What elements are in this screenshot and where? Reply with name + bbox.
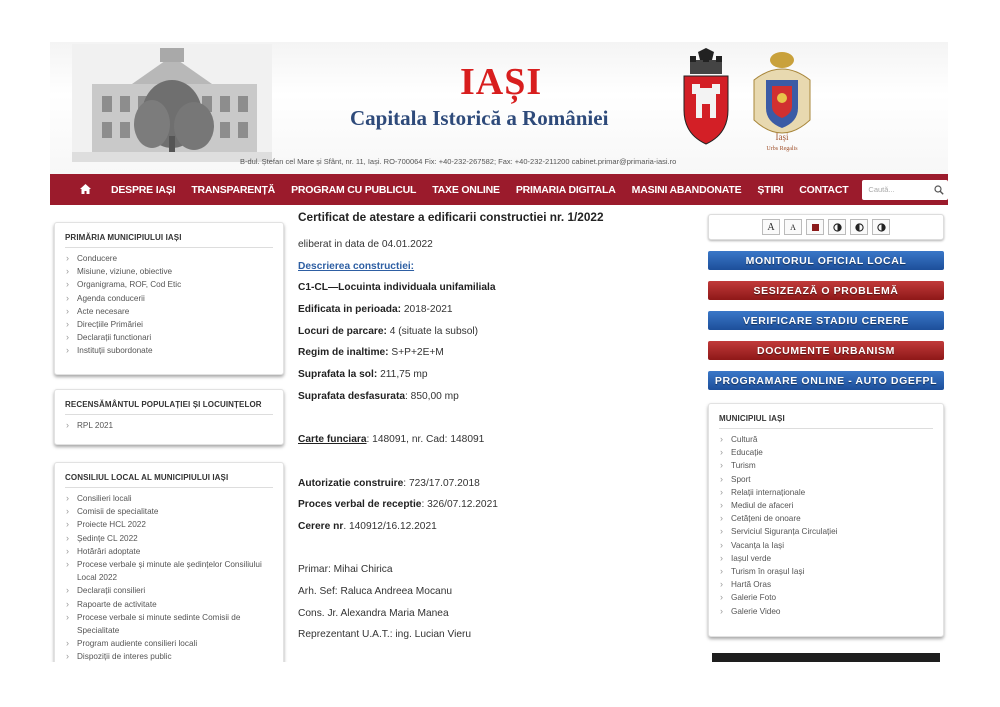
list-item[interactable]: › Misiune, viziune, obiective <box>65 265 273 278</box>
list-item[interactable]: › Acte necesare <box>65 305 273 318</box>
field-value: : 850,00 mp <box>405 390 459 402</box>
nav-transparenta[interactable]: TRANSPARENȚĂ <box>191 183 276 196</box>
box-title: PRIMĂRIA MUNICIPIULUI IAȘI <box>65 233 273 248</box>
box-title: MUNICIPIUL IAȘI <box>719 414 933 429</box>
municipiul-box <box>708 403 944 637</box>
main-content <box>298 210 698 650</box>
signatory: Reprezentant U.A.T.: ing. Lucian Vieru <box>298 629 472 641</box>
list-item[interactable]: › Sport <box>719 473 933 486</box>
field-label: Proces verbal de receptie <box>298 499 422 511</box>
site-subtitle: Capitala Istorică a României <box>350 106 609 130</box>
urbs-regalis-crest-icon <box>750 50 814 154</box>
field-label: Carte funciara <box>298 434 367 446</box>
field-value: S+P+2E+M <box>388 347 444 359</box>
list-item[interactable]: › Hartă Oras <box>719 578 933 591</box>
search-placeholder: Caută... <box>868 185 895 194</box>
font-size-button[interactable]: A <box>762 219 780 235</box>
nav-program-cu-publicul[interactable]: PROGRAM CU PUBLICUL <box>291 183 417 196</box>
right-sidebar <box>708 214 944 662</box>
list-item[interactable]: › Cultură <box>719 433 933 446</box>
list-item[interactable]: › Galerie Foto <box>719 591 933 604</box>
list-item[interactable]: › Organigrama, ROF, Cod Etic <box>65 278 273 291</box>
contrast-icon[interactable] <box>872 219 890 235</box>
field-value: : 723/17.07.2018 <box>403 477 480 489</box>
nav-masini-abandonate[interactable]: MASINI ABANDONATE <box>631 183 742 196</box>
search-input[interactable] <box>862 180 948 200</box>
svg-text:Iași: Iași <box>775 132 789 142</box>
signatory: Cons. Jr. Alexandra Maria Manea <box>298 607 449 619</box>
city-hall-image <box>72 44 272 162</box>
description-link[interactable]: Descrierea constructiei: <box>298 260 415 272</box>
sesizeaza-problema-banner[interactable]: SESIZEAZĂ O PROBLEMĂ <box>708 281 944 300</box>
list-item[interactable]: › Conducere <box>65 252 273 265</box>
contact-line: B-dul. Ștefan cel Mare și Sfânt, nr. 11, Iași. RO-700064 Fix: +40-232-267582; Fax: +40-232-211200 cabinet.primar@primaria-iasi.ro <box>240 157 677 166</box>
iasi-coat-of-arms-icon <box>678 48 734 146</box>
field-value: : 326/07.12.2021 <box>421 499 498 511</box>
signatory: Primar: Mihai Chirica <box>298 564 393 576</box>
primaria-box <box>54 222 284 375</box>
search-icon[interactable] <box>934 185 944 195</box>
stop-icon[interactable] <box>806 219 824 235</box>
field-label: Locuri de parcare: <box>298 325 387 337</box>
list-item[interactable]: › Ședințe CL 2022 <box>65 532 273 545</box>
field-value: 4 (situate la subsol) <box>386 325 479 337</box>
list-item[interactable]: › Iașul verde <box>719 552 933 565</box>
list-item[interactable]: › Cetățeni de onoare <box>719 512 933 525</box>
list-item[interactable]: › Instituții subordonate <box>65 344 273 357</box>
accessibility-toolbar <box>708 214 944 240</box>
field-label: Regim de inaltime: <box>298 347 389 359</box>
list-item[interactable]: › Procese verbale și minute ale ședințelor Consiliului Local 2022 <box>65 558 273 584</box>
nav-contact[interactable]: CONTACT <box>799 183 849 196</box>
nav-primaria-digitala[interactable]: PRIMARIA DIGITALA <box>515 183 616 196</box>
field-label: Edificata in perioada: <box>298 304 402 316</box>
programare-online-banner[interactable]: PROGRAMARE ONLINE - AUTO DGEFPL <box>708 371 944 390</box>
list-item[interactable]: › RPL 2021 <box>65 419 273 432</box>
crest-motto: Urbs Regalis <box>766 146 798 152</box>
nav-taxe-online[interactable]: TAXE ONLINE <box>432 183 500 196</box>
document-title: Certificat de atestare a edificarii constructiei nr. 1/2022 <box>298 210 604 224</box>
monitorul-oficial-banner[interactable]: MONITORUL OFICIAL LOCAL <box>708 251 944 270</box>
site-header <box>50 42 948 174</box>
contrast-icon[interactable] <box>828 219 846 235</box>
list-item[interactable]: › Declarații functionari <box>65 331 273 344</box>
list-item[interactable]: › Vacanța la Iași <box>719 539 933 552</box>
recensamant-box <box>54 389 284 445</box>
construction-type: C1-CL—Locuinta individuala unifamiliala <box>298 282 496 294</box>
nav-stiri[interactable]: ȘTIRI <box>757 183 784 196</box>
field-label: Cerere nr <box>298 520 344 532</box>
main-nav <box>50 174 948 205</box>
page <box>50 42 948 662</box>
field-value: 2018-2021 <box>401 304 453 316</box>
list-item[interactable]: › Proiecte HCL 2022 <box>65 518 273 531</box>
box-title: RECENSĂMÂNTUL POPULAȚIEI ȘI LOCUINȚELOR <box>65 400 273 415</box>
consiliul-local-box <box>54 462 284 662</box>
list-item[interactable]: › Turism <box>719 459 933 472</box>
issued-date: eliberat in data de 04.01.2022 <box>298 239 433 250</box>
field-value: 211,75 mp <box>377 369 428 381</box>
field-label: Autorizatie construire <box>298 477 404 489</box>
list-item[interactable]: › Hotărâri adoptate <box>65 545 273 558</box>
video-thumbnail[interactable] <box>712 653 940 662</box>
left-sidebar <box>54 222 284 662</box>
list-item[interactable]: › Consilieri locali <box>65 492 273 505</box>
documente-urbanism-banner[interactable]: DOCUMENTE URBANISM <box>708 341 944 360</box>
field-label: Suprafata desfasurata <box>298 390 406 402</box>
nav-despre-iasi[interactable]: DESPRE IAȘI <box>111 183 176 196</box>
list-item[interactable]: › Declarații consilieri <box>65 584 273 597</box>
list-item[interactable]: › Mediul de afaceri <box>719 499 933 512</box>
list-item[interactable]: › Galerie Video <box>719 605 933 618</box>
verificare-stadiu-banner[interactable]: VERIFICARE STADIU CERERE <box>708 311 944 330</box>
list-item[interactable]: › Program audiente consilieri locali <box>65 637 273 650</box>
contrast-icon[interactable] <box>850 219 868 235</box>
list-item[interactable]: › Relații internaționale <box>719 486 933 499</box>
field-label: Suprafata la sol: <box>298 369 378 381</box>
signatory: Arh. Sef: Raluca Andreea Mocanu <box>298 586 453 597</box>
list-item[interactable]: › Comisii de specialitate <box>65 505 273 518</box>
list-item[interactable]: › Rapoarte de activitate <box>65 598 273 611</box>
list-item[interactable]: › Direcțiile Primăriei <box>65 318 273 331</box>
list-item[interactable]: › Turism în orașul Iași <box>719 565 933 578</box>
field-value: . 140912/16.12.2021 <box>343 520 437 532</box>
field-value: : 148091, nr. Cad: 148091 <box>366 434 485 446</box>
font-size-button[interactable]: A <box>784 219 802 235</box>
list-item[interactable]: › Serviciul Siguranța Circulației <box>719 525 933 538</box>
list-item[interactable]: › Dispoziții de interes public <box>65 650 273 662</box>
list-item[interactable]: › Educație <box>719 446 933 459</box>
box-title: CONSILIUL LOCAL AL MUNICIPIULUI IAȘI <box>65 473 273 488</box>
site-title[interactable]: IAȘI <box>460 61 543 103</box>
home-icon[interactable] <box>50 183 103 197</box>
list-item[interactable]: › Procese verbale si minute sedinte Comisii de Specialitate <box>65 611 273 637</box>
list-item[interactable]: › Agenda conducerii <box>65 292 273 305</box>
